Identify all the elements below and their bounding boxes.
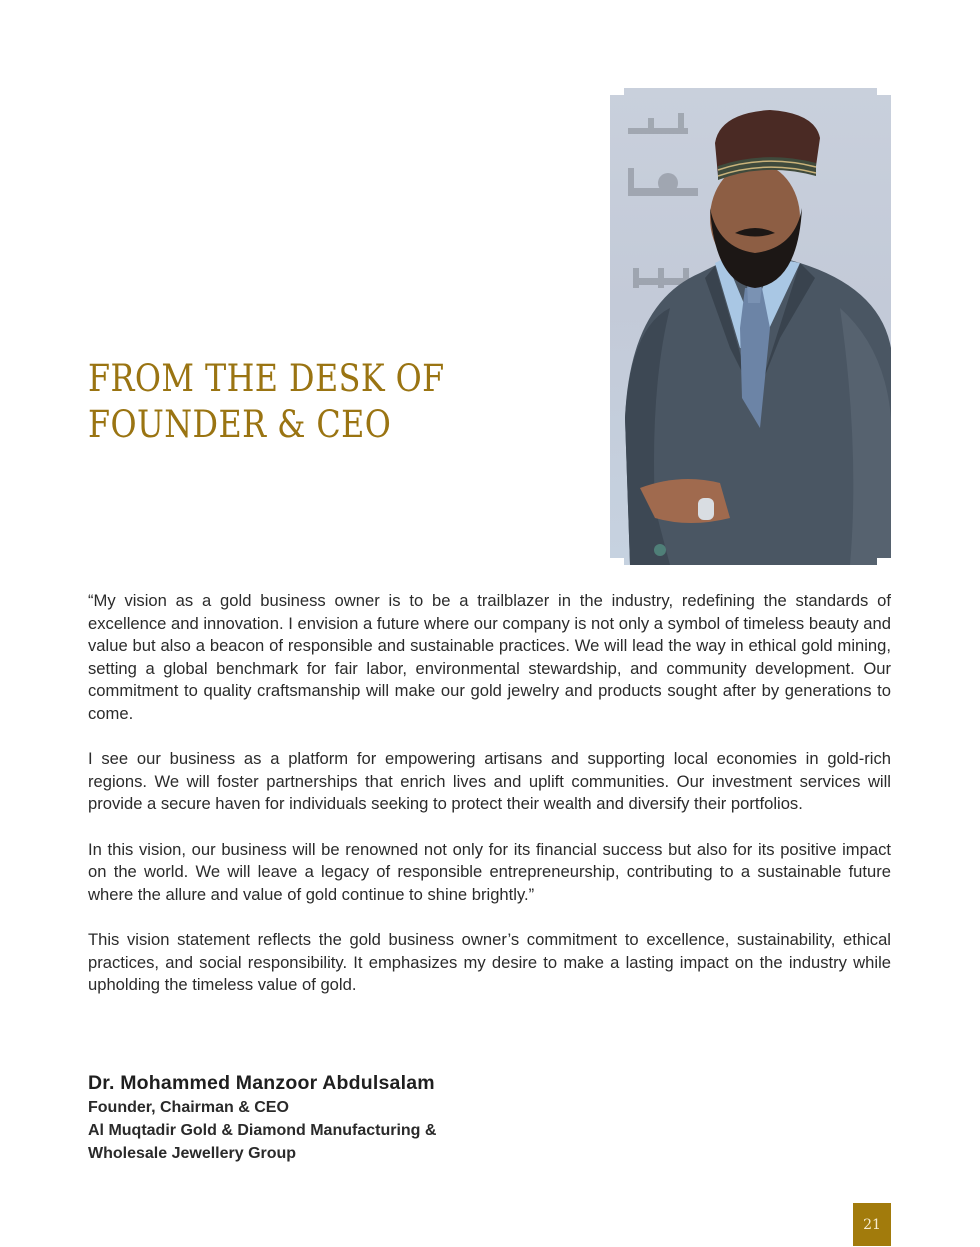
message-paragraph-2: I see our business as a platform for empowering artisans and supporting local economies in gold-rich regions. We will foster partnerships that enrich lives and uplift communities. Our investment services will provide a secure haven for individuals seeking to protect their wealth and diversify their portfolios.: [88, 749, 891, 814]
signature-block: [88, 1070, 436, 1165]
signatory-name: Dr. Mohammed Manzoor Abdulsalam: [88, 1072, 435, 1094]
heading-line-2: FOUNDER & CEO: [88, 403, 392, 446]
company-name-line-2: Wholesale Jewellery Group: [88, 1145, 297, 1162]
heading-line-1: FROM THE DESK OF: [88, 357, 445, 400]
signatory-title: Founder, Chairman & CEO: [88, 1099, 289, 1116]
message-paragraph-1: “My vision as a gold business owner is to be a trailblazer in the industry, redefining the standards of excellence and innovation. I envision a future where our company is not only a symbol of timeless beauty and value but also a beacon of responsible and sustainable practices. We will lead the way in ethical gold mining, setting a global benchmark for fair labor, environmental stewardship, and community development. Our commitment to quality craftsmanship will make our gold jewelry and products sought after by generations to come.: [88, 591, 891, 723]
page-number: 21: [863, 1216, 881, 1233]
message-paragraph-3: In this vision, our business will be renowned not only for its financial success but also for its positive impact on the world. We will leave a legacy of responsible entrepreneurship, contributing to a sustainable future where the allure and value of gold continue to shine brightly.”: [88, 839, 891, 904]
page-heading: [88, 356, 445, 448]
founder-photo: [610, 88, 891, 565]
company-name-line-1: Al Muqtadir Gold & Diamond Manufacturing &: [88, 1122, 437, 1139]
founder-figure-icon: [610, 88, 891, 565]
ceo-message-body: [88, 590, 891, 1019]
founder-photo-frame: [610, 88, 891, 565]
message-paragraph-4: This vision statement reflects the gold business owner’s commitment to excellence, sustainability, ethical practices, and social responsibility. It emphasizes my desire to make a lasting impact on the industry while upholding the timeless value of gold.: [88, 929, 891, 995]
page-number-badge: [853, 1203, 891, 1246]
